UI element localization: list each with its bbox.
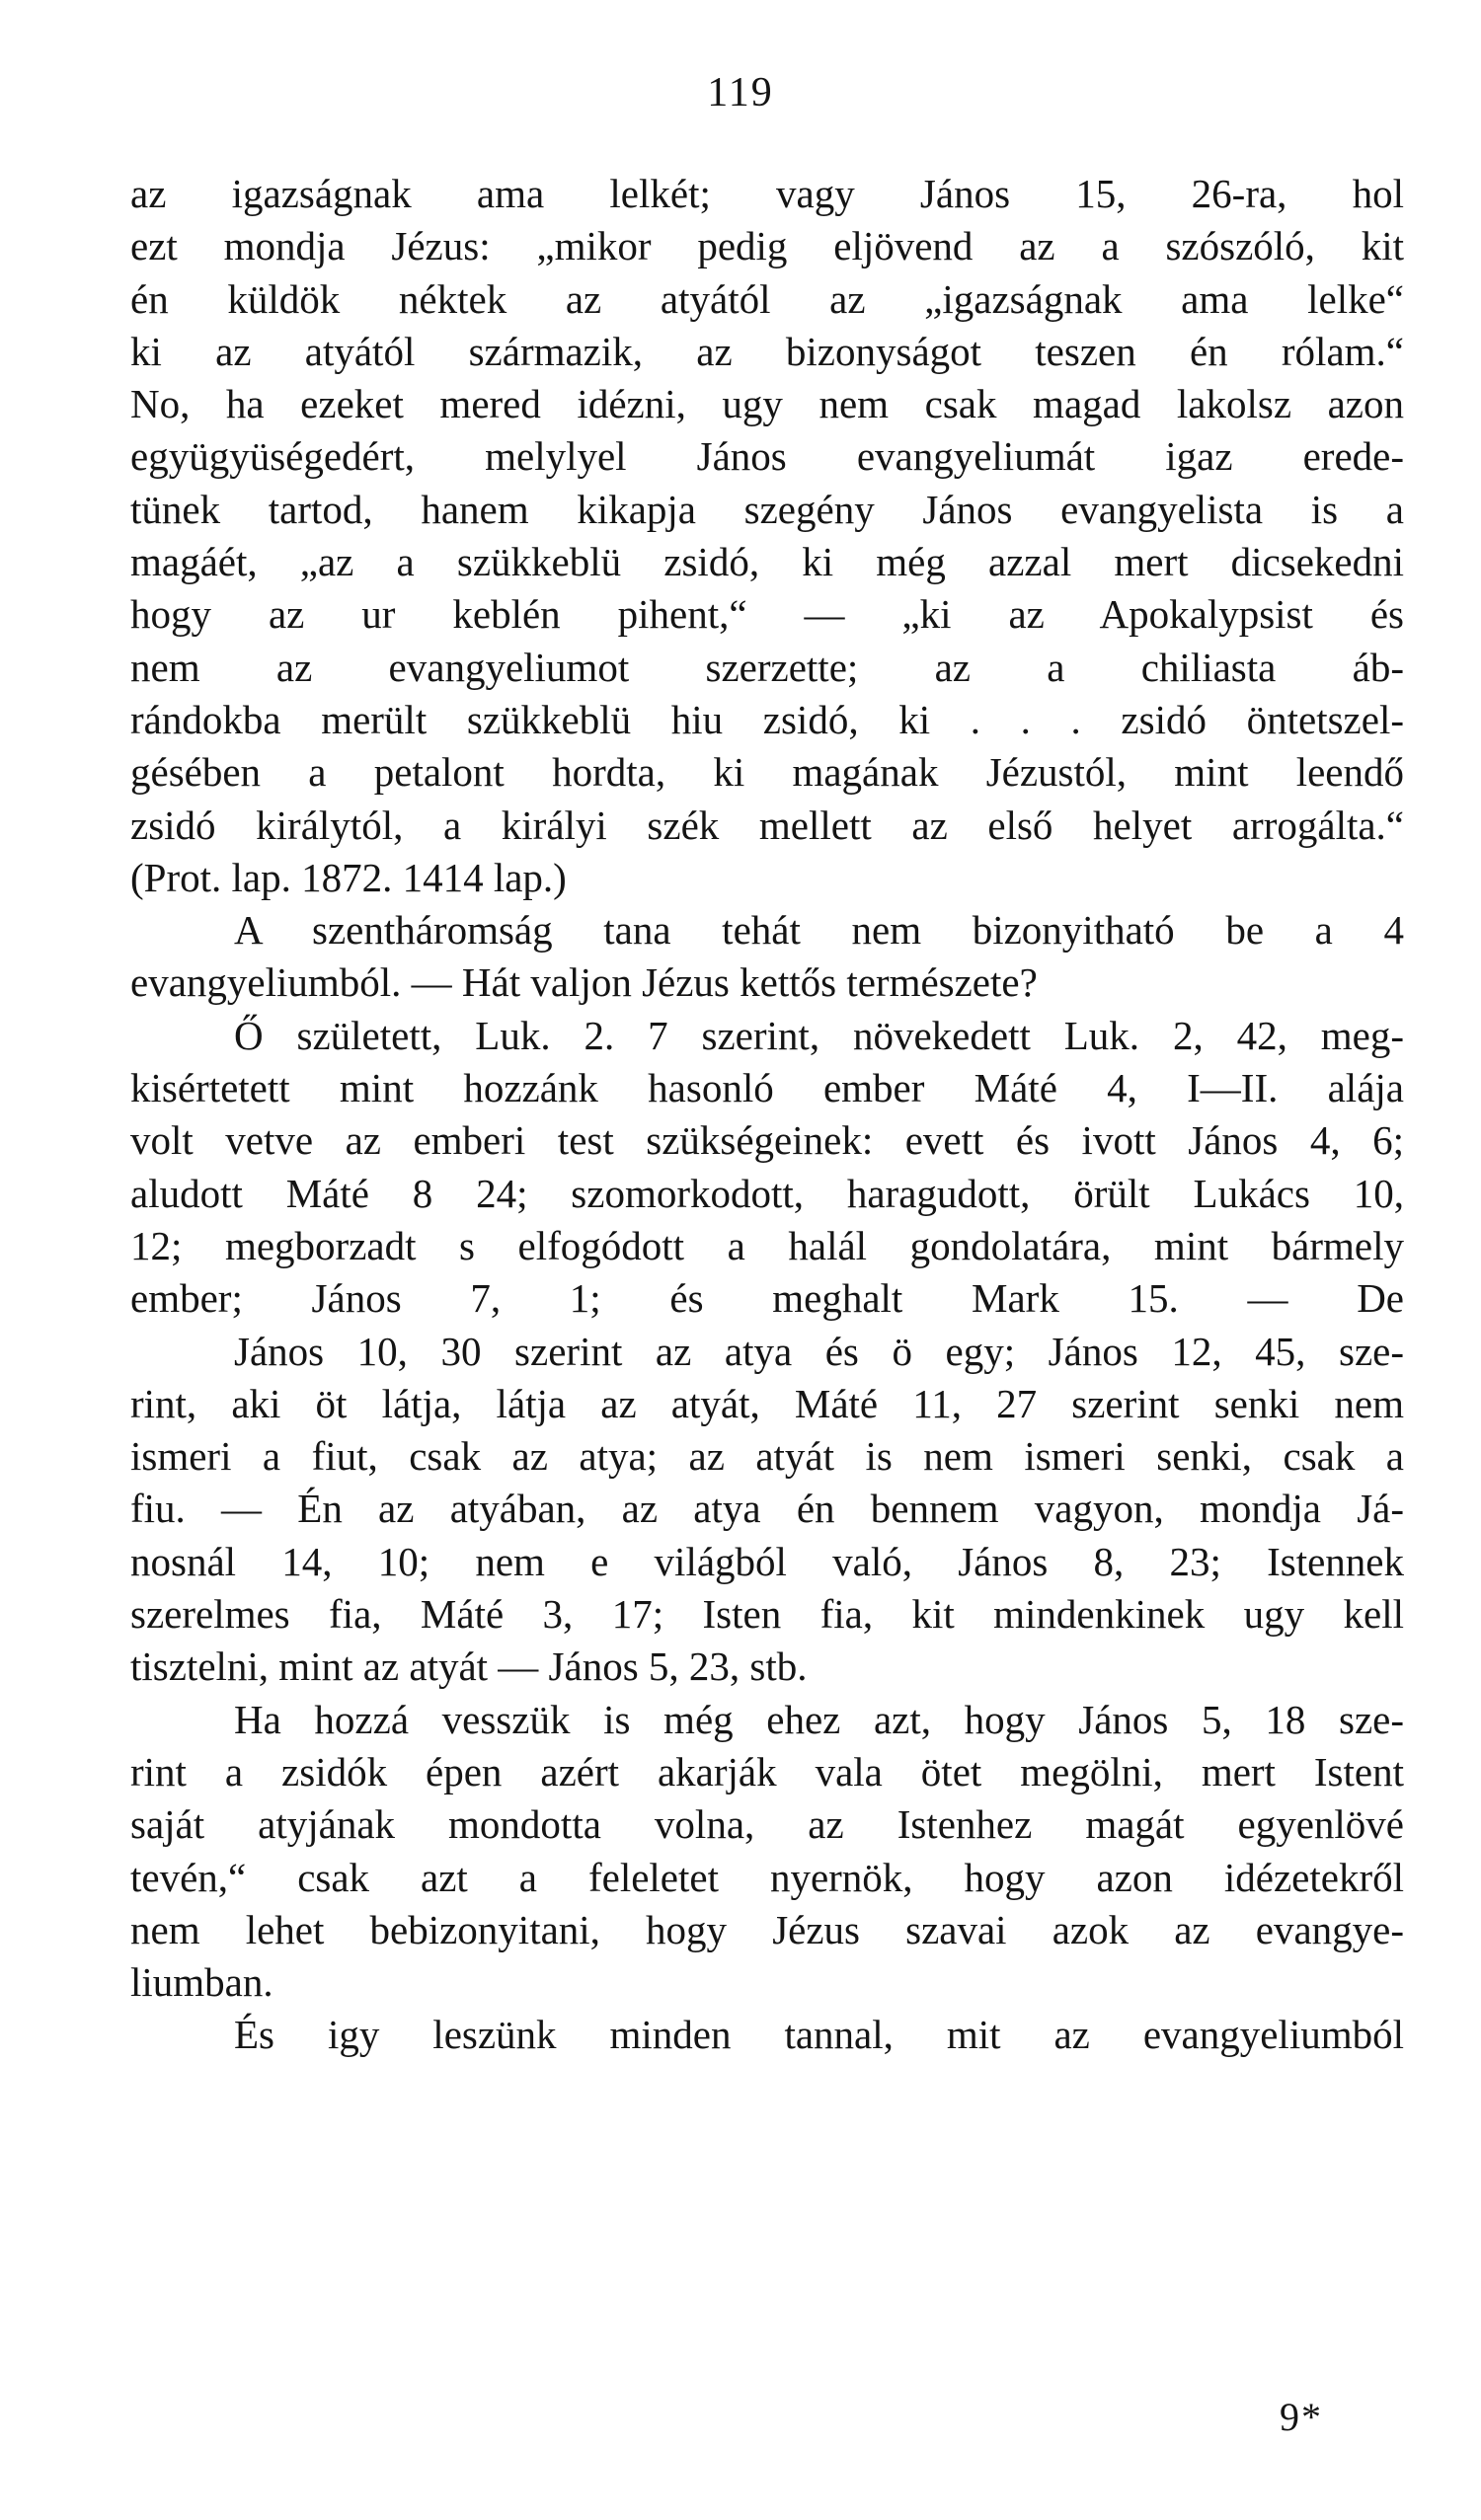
body-text: [130, 168, 1404, 2062]
text-line: A szentháromság tana tehát nem bizonyitható be a 4: [234, 907, 1404, 954]
text-line: együgyüségedért, melylyel János evangyeliumát igaz erede-: [130, 433, 1404, 480]
text-line: saját atyjának mondotta volna, az Istenhez magát egyenlövé: [130, 1801, 1404, 1848]
text-line: én küldök néktek az atyától az „igazságnak ama lelke“: [130, 275, 1404, 322]
text-line: gésében a petalont hordta, ki magának Jézustól, mint leendő: [130, 749, 1404, 796]
text-line: tevén,“ csak azt a feleletet nyernök, hogy azon idézetekről: [130, 1854, 1404, 1900]
text-line: rándokba merült szükkeblü hiu zsidó, ki . . . zsidó öntetszel-: [130, 696, 1404, 742]
text-line: nem lehet bebizonyitani, hogy Jézus szavai azok az evangye-: [130, 1906, 1404, 1952]
text-line: rint, aki öt látja, látja az atyát, Máté 11, 27 szerint senki nem: [130, 1380, 1404, 1426]
printer-signature: 9*: [1280, 2395, 1323, 2439]
text-line: nosnál 14, 10; nem e világból való, János 8, 23; Istennek: [130, 1538, 1404, 1584]
text-line: Ő született, Luk. 2. 7 szerint, növekedett Luk. 2, 42, meg-: [234, 1012, 1404, 1058]
page-number: 119: [707, 70, 774, 115]
text-line: liumban.: [130, 1959, 273, 2006]
text-line: aludott Máté 8 24; szomorkodott, haragudott, örült Lukács 10,: [130, 1170, 1404, 1216]
text-line: János 10, 30 szerint az atya és ö egy; János 12, 45, sze-: [234, 1328, 1404, 1374]
text-line: Ha hozzá vesszük is még ehez azt, hogy János 5, 18 sze-: [234, 1696, 1404, 1742]
text-line: ismeri a fiut, csak az atya; az atyát is nem ismeri senki, csak a: [130, 1433, 1404, 1480]
text-line: tünek tartod, hanem kikapja szegény János evangyelista is a: [130, 486, 1404, 532]
text-line: És igy leszünk minden tannal, mit az evangyeliumból: [234, 2012, 1404, 2058]
text-line: evangyeliumból. — Hát valjon Jézus kettős természete?: [130, 959, 1038, 1006]
text-line: az igazságnak ama lelkét; vagy János 15, 26-ra, hol: [130, 171, 1404, 216]
text-line: 12; megborzadt s elfogódott a halál gondolatára, mint bármely: [130, 1222, 1404, 1268]
text-line: szerelmes fia, Máté 3, 17; Isten fia, kit mindenkinek ugy kell: [130, 1591, 1404, 1638]
text-line: fiu. — Én az atyában, az atya én bennem vagyon, mondja Já-: [130, 1486, 1404, 1532]
text-line: volt vetve az emberi test szükségeinek: evett és ivott János 4, 6;: [130, 1117, 1404, 1164]
text-line: hogy az ur keblén pihent,“ — „ki az Apokalypsist és: [130, 591, 1404, 638]
text-line: ember; János 7, 1; és meghalt Mark 15. — De: [130, 1275, 1404, 1322]
text-line: tisztelni, mint az atyát — János 5, 23, stb.: [130, 1643, 808, 1690]
text-line: kisértetett mint hozzánk hasonló ember Máté 4, I—II. alája: [130, 1065, 1404, 1111]
text-line: magáét, „az a szükkeblü zsidó, ki még azzal mert dicsekedni: [130, 539, 1404, 585]
text-line: ezt mondja Jézus: „mikor pedig eljövend az a szószóló, kit: [130, 223, 1404, 269]
text-line: ki az atyától származik, az bizonyságot teszen én rólam.“: [130, 328, 1404, 374]
text-line: (Prot. lap. 1872. 1414 lap.): [130, 854, 567, 900]
text-line: rint a zsidók épen azért akarják vala ötet megölni, mert Istent: [130, 1748, 1404, 1795]
text-line: nem az evangyeliumot szerzette; az a chiliasta áb-: [130, 644, 1404, 690]
text-line: zsidó királytól, a királyi szék mellett az első helyet arrogálta.“: [130, 802, 1404, 848]
text-line: No, ha ezeket mered idézni, ugy nem csak magad lakolsz azon: [130, 381, 1404, 427]
